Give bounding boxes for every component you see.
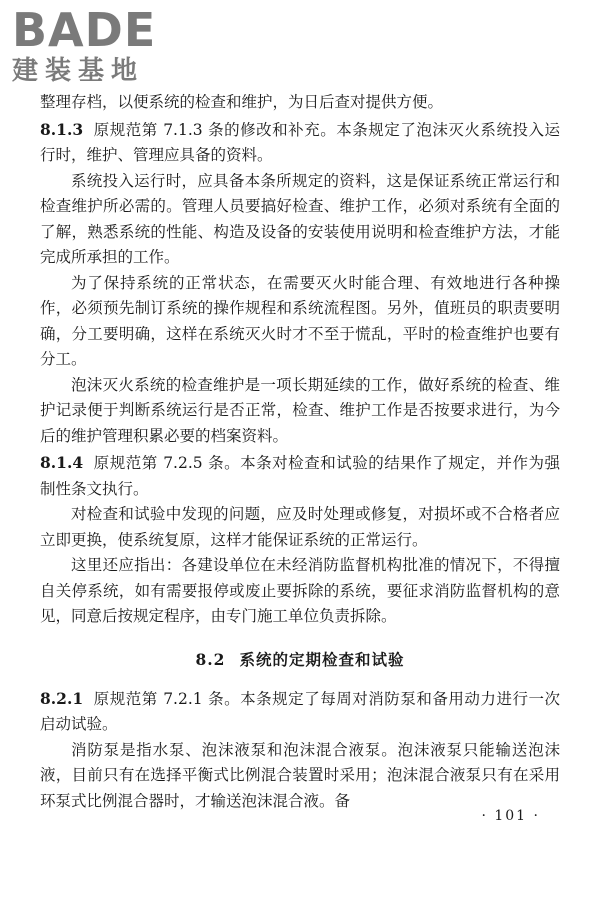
logo-subtitle: 建装基地 xyxy=(12,56,145,86)
paragraph: 泡沫灭火系统的检查维护是一项长期延续的工作，做好系统的检查、维护记录便于判断系统运行是否正常，检查、维护工作是否按要求进行，为今后的维护管理积累必要的档案资料。 xyxy=(40,375,560,445)
paragraph: 系统投入运行时，应具备本条所规定的资料，这是保证系统正常运行和检查维护所必需的。管理人员要搞好检查、维护工作，必须对系统有全面的了解，熟悉系统的性能、构造及设备的安装使用说明和检查维护方法，才能完成所承担的工作。 xyxy=(40,171,560,266)
page-body xyxy=(40,90,560,814)
clause-8-1-3 xyxy=(40,117,560,169)
clause-8-2-1 xyxy=(40,686,560,738)
clause-text: 原规范第 7.2.5 条。本条对检查和试验的结果作了规定，并作为强制性条文执行。 xyxy=(40,454,560,498)
section-title: 系统的定期检查和试验 xyxy=(239,649,405,669)
paragraph: 消防泵是指水泵、泡沫液泵和泡沫混合液泵。泡沫液泵只能输送泡沫液，目前只有在选择平衡式比例混合装置时采用；泡沫混合液泵只有在采用环泵式比例混合器时，才输送泡沫混合液。备 xyxy=(40,740,560,810)
page-number: · 101 · xyxy=(481,808,540,824)
logo-wordmark: BADE xyxy=(12,3,157,57)
clause-number: 8.1.4 xyxy=(40,453,84,472)
clause-text: 原规范第 7.2.1 条。本条规定了每周对消防泵和备用动力进行一次启动试验。 xyxy=(40,689,560,733)
clause-8-1-4 xyxy=(40,450,560,502)
paragraph: 为了保持系统的正常状态，在需要灭火时能合理、有效地进行各种操作，必须预先制订系统的操作规程和系统流程图。另外，值班员的职责要明确，分工要明确，这样在系统灭火时才不至于慌乱，平时的检查维护也要有分工。 xyxy=(40,273,560,368)
section-number: 8.2 xyxy=(195,649,226,669)
logo xyxy=(12,3,182,86)
clause-number: 8.2.1 xyxy=(40,688,84,708)
clause-number: 8.1.3 xyxy=(40,119,84,139)
clause-text: 原规范第 7.1.3 条的修改和补充。本条规定了泡沫灭火系统投入运行时，维护、管理应具备的资料。 xyxy=(40,120,560,164)
paragraph-continued: 整理存档，以便系统的检查和维护，为日后查对提供方便。 xyxy=(40,93,444,111)
section-heading-8-2 xyxy=(40,648,560,670)
paragraph: 这里还应指出：各建设单位在未经消防监督机构批准的情况下，不得擅自关停系统，如有需要报停或废止要拆除的系统，要征求消防监督机构的意见，同意后按规定程序，由专门施工单位负责拆除。 xyxy=(40,556,560,625)
paragraph: 对检查和试验中发现的问题，应及时处理或修复，对损坏或不合格者应立即更换，使系统复原，这样才能保证系统的正常运行。 xyxy=(40,505,560,549)
